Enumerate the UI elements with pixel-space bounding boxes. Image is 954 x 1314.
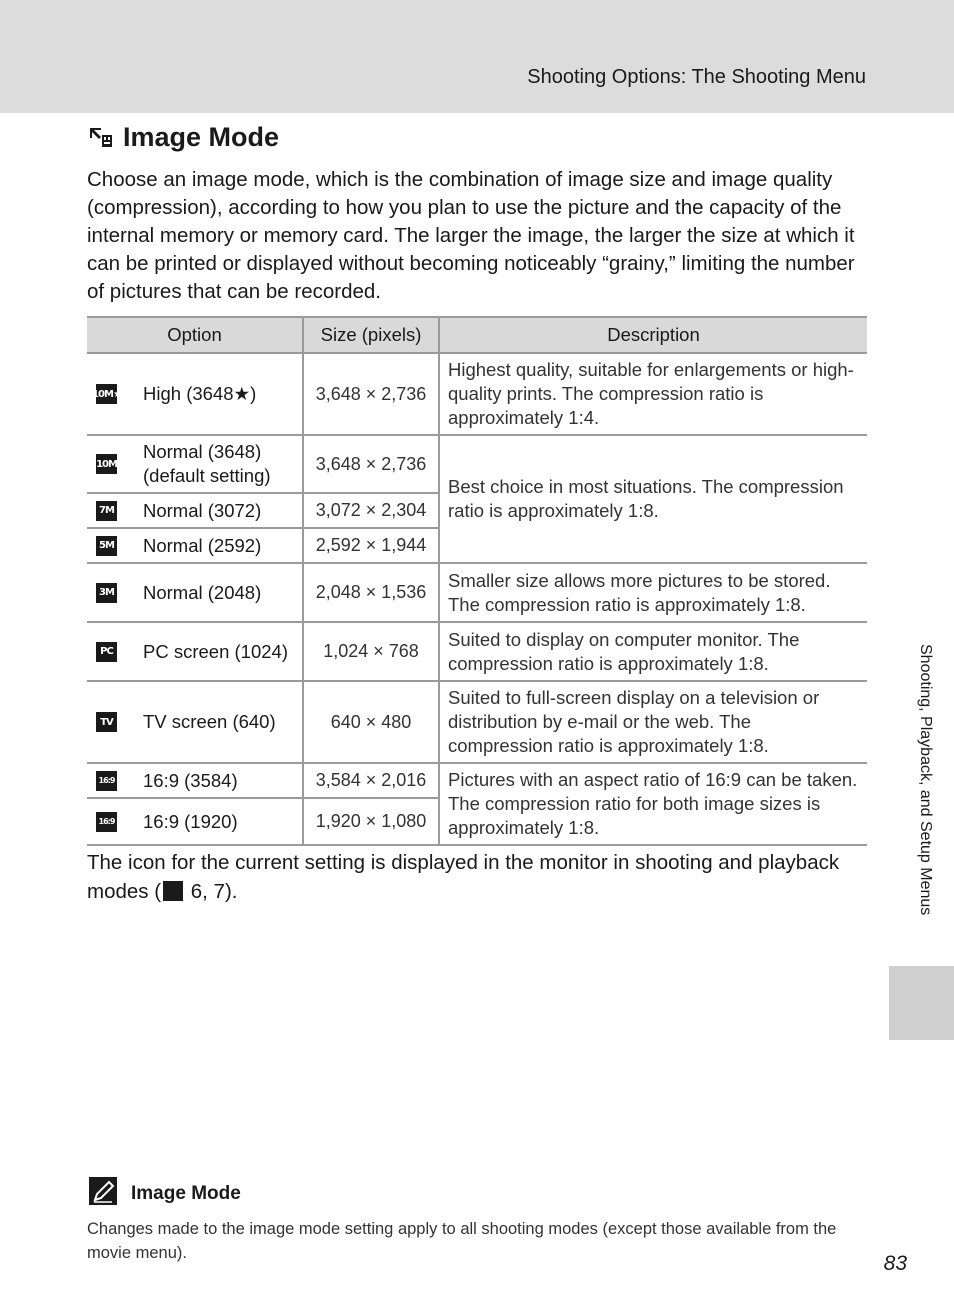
option-label: PC screen (1024) [143,640,288,662]
section-header: Shooting Options: The Shooting Menu [527,66,866,88]
high-quality-mode-icon: 10M★ [96,384,117,404]
page-number: 83 [883,1252,907,1275]
option-label: Normal (3072) [143,499,262,521]
description: Suited to full-screen display on a television or distribution by e-mail or the web. The compression ratio is approximately 1:8. [439,681,867,763]
note-title: Image Mode [131,1183,241,1204]
chapter-tab-label: Shooting, Playback, and Setup Menus [917,644,934,916]
page-title [87,122,279,153]
option-label: Normal (3648) (default setting) [143,441,271,486]
page-title-text: Image Mode [123,122,280,152]
size-value: 1,024 × 768 [303,622,439,681]
description: Suited to display on computer monitor. The compression ratio is approximately 1:8. [439,622,867,681]
option-label: Normal (2592) [143,534,262,556]
size-value: 2,048 × 1,536 [303,563,439,622]
header-description: Description [439,317,867,353]
tv-screen-mode-icon: TV [96,712,117,732]
option-label: Normal (2048) [143,581,262,603]
size-value: 3,584 × 2,016 [303,763,439,798]
chapter-tab [889,966,954,1040]
header-band [0,0,954,113]
size-value: 3,072 × 2,304 [303,493,439,528]
option-label: TV screen (640) [143,711,276,732]
note-pencil-icon [88,1176,118,1206]
widescreen-7m-mode-icon: 16:9 [96,771,117,791]
size-value: 3,648 × 2,736 [303,435,439,493]
table-row [87,353,867,435]
page-reference-icon [163,881,183,901]
table-row [87,622,867,681]
size-value: 2,592 × 1,944 [303,528,439,563]
option-label: High (3648★) [143,383,257,404]
size-value: 3,648 × 2,736 [303,353,439,435]
header-size: Size (pixels) [303,317,439,353]
size-value: 1,920 × 1,080 [303,798,439,845]
normal-5m-mode-icon: 5M [96,536,117,556]
normal-10m-mode-icon: 10M [96,454,117,474]
option-label: 16:9 (1920) [143,810,238,832]
description: Pictures with an aspect ratio of 16:9 can be taken. The compression ratio for both image sizes is approximately 1:8. [439,763,867,845]
table-row [87,435,867,493]
table-row [87,681,867,763]
intro-paragraph: Choose an image mode, which is the combination of image size and image quality (compression), according to how you plan to use the picture and the capacity of the internal memory or memory card. The larger the image, the larger the size at which it can be printed or displayed without becoming noticeably “grainy,” limiting the number of pictures that can be recorded. [87,168,855,303]
outro-paragraph [87,848,877,906]
pc-screen-mode-icon: PC [96,642,117,662]
header-option: Option [87,317,303,353]
normal-3m-mode-icon: 3M [96,583,117,603]
description: Best choice in most situations. The compression ratio is approximately 1:8. [439,435,867,563]
image-mode-table [87,316,867,846]
description: Highest quality, suitable for enlargements or high-quality prints. The compression ratio is approximately 1:4. [439,353,867,435]
outro-text-before: The icon for the current setting is displayed in the monitor in shooting and playback modes ( [87,851,840,903]
widescreen-2m-mode-icon: 16:9 [96,812,117,832]
option-label: 16:9 (3584) [143,769,238,791]
size-value: 640 × 480 [303,681,439,763]
image-mode-icon [87,124,115,152]
table-row [87,763,867,798]
description: Smaller size allows more pictures to be stored. The compression ratio is approximately 1:8. [439,563,867,622]
normal-7m-mode-icon: 7M [96,501,117,521]
outro-text-after: 6, 7). [185,880,238,903]
table-row [87,563,867,622]
table-header-row [87,317,867,353]
note-text: Changes made to the image mode setting apply to all shooting modes (except those available from the movie menu). [87,1220,837,1262]
